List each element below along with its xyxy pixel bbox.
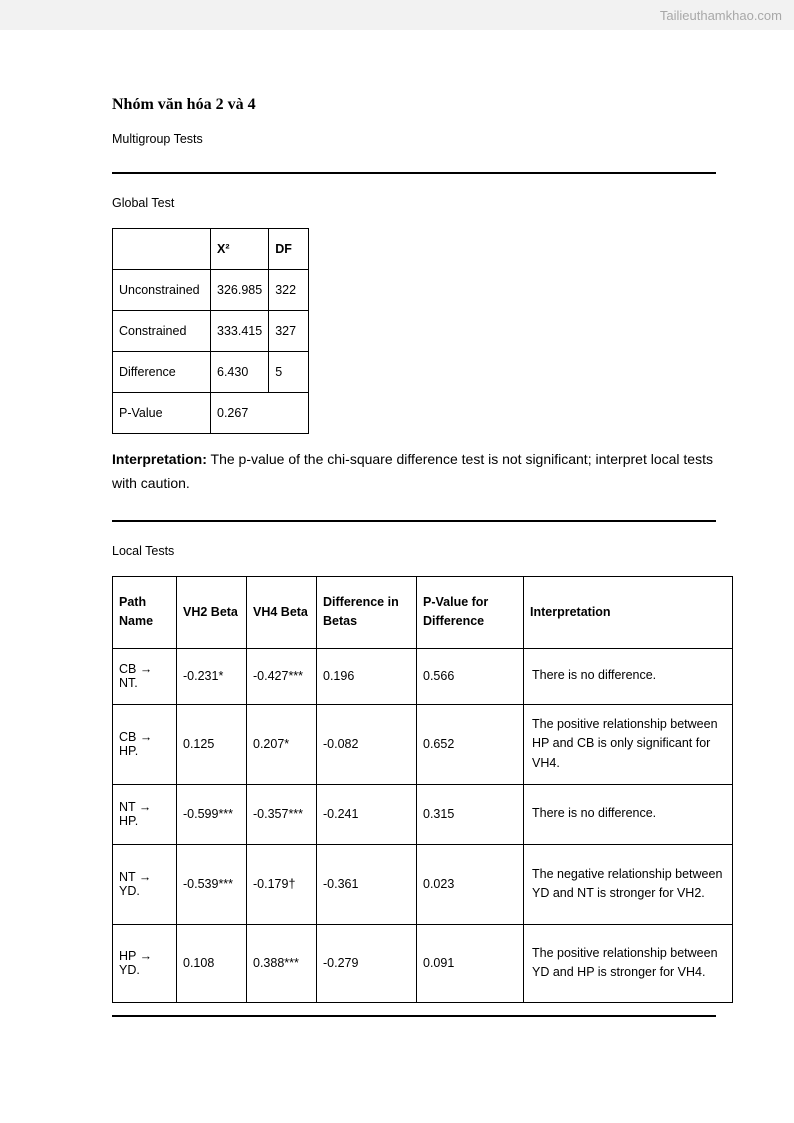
table-row (113, 844, 733, 924)
table-row (113, 924, 733, 1002)
interpretation-paragraph (112, 448, 716, 496)
vh2-beta-cell: 0.125 (177, 704, 247, 784)
df-value-cell: 327 (269, 311, 309, 352)
row-label-cell: Difference (113, 352, 211, 393)
path-name-cell: HP → YD. (113, 924, 177, 1002)
table-row (113, 648, 733, 704)
global-test-table (112, 228, 309, 434)
mid-divider (112, 520, 716, 522)
interpretation-text: The p-value of the chi-square difference test is not significant; interpret local tests with caution. (112, 451, 713, 491)
chi-square-column-header: X² (211, 229, 269, 270)
multigroup-tests-label: Multigroup Tests (112, 132, 203, 146)
path-name-cell: CB → HP. (113, 704, 177, 784)
vh2-beta-cell: -0.231* (177, 648, 247, 704)
table-row (113, 784, 733, 844)
table-row (113, 270, 309, 311)
path-name-column-header: Path Name (113, 576, 177, 648)
vh2-beta-cell: 0.108 (177, 924, 247, 1002)
difference-cell: 0.196 (317, 648, 417, 704)
vh2-beta-cell: -0.539*** (177, 844, 247, 924)
chi-value-cell: 326.985 (211, 270, 269, 311)
vh4-beta-cell: -0.427*** (247, 648, 317, 704)
difference-cell: -0.082 (317, 704, 417, 784)
path-name-cell: NT → YD. (113, 844, 177, 924)
vh4-beta-cell: -0.179† (247, 844, 317, 924)
row-label-cell: Constrained (113, 311, 211, 352)
table-row (113, 352, 309, 393)
p-value-cell: 0.566 (417, 648, 524, 704)
p-value-cell: 0.315 (417, 784, 524, 844)
chi-value-cell: 333.415 (211, 311, 269, 352)
table-row (113, 393, 309, 434)
interpretation-label: Interpretation: (112, 451, 207, 467)
document-page (0, 96, 794, 1017)
local-tests-heading: Local Tests (112, 543, 175, 558)
difference-in-betas-column-header: Difference in Betas (317, 576, 417, 648)
df-value-cell: 322 (269, 270, 309, 311)
p-value-cell: 0.652 (417, 704, 524, 784)
watermark-text: Tailieuthamkhao.com (659, 7, 782, 23)
watermark-bar (0, 0, 794, 30)
table-row (113, 704, 733, 784)
global-test-heading: Global Test (112, 196, 175, 210)
local-tests-table (112, 576, 733, 1003)
global-header-row (113, 229, 309, 270)
p-value-cell: 0.267 (211, 393, 309, 434)
vh4-beta-cell: 0.388*** (247, 924, 317, 1002)
p-value-for-difference-column-header: P-Value for Difference (417, 576, 524, 648)
vh4-beta-cell: -0.357*** (247, 784, 317, 844)
interpretation-cell: The positive relationship between HP and CB is only significant for VH4. (524, 704, 733, 784)
interpretation-cell: The positive relationship between YD and HP is stronger for VH4. (524, 924, 733, 1002)
difference-cell: -0.241 (317, 784, 417, 844)
interpretation-column-header: Interpretation (524, 576, 733, 648)
interpretation-cell: There is no difference. (524, 784, 733, 844)
vh2-beta-column-header: VH2 Beta (177, 576, 247, 648)
p-value-cell: 0.091 (417, 924, 524, 1002)
difference-cell: -0.279 (317, 924, 417, 1002)
difference-cell: -0.361 (317, 844, 417, 924)
interpretation-cell: The negative relationship between YD and NT is stronger for VH2. (524, 844, 733, 924)
chi-value-cell: 6.430 (211, 352, 269, 393)
p-value-cell: 0.023 (417, 844, 524, 924)
vh4-beta-column-header: VH4 Beta (247, 576, 317, 648)
bottom-divider (112, 1015, 716, 1017)
top-divider (112, 172, 716, 174)
row-label-cell: P-Value (113, 393, 211, 434)
df-column-header: DF (269, 229, 309, 270)
interpretation-cell: There is no difference. (524, 648, 733, 704)
page-title: Nhóm văn hóa 2 và 4 (112, 96, 256, 113)
path-name-cell: NT → HP. (113, 784, 177, 844)
table-row (113, 311, 309, 352)
path-name-cell: CB → NT. (113, 648, 177, 704)
empty-corner-cell (113, 229, 211, 270)
vh2-beta-cell: -0.599*** (177, 784, 247, 844)
local-header-row (113, 576, 733, 648)
df-value-cell: 5 (269, 352, 309, 393)
row-label-cell: Unconstrained (113, 270, 211, 311)
vh4-beta-cell: 0.207* (247, 704, 317, 784)
